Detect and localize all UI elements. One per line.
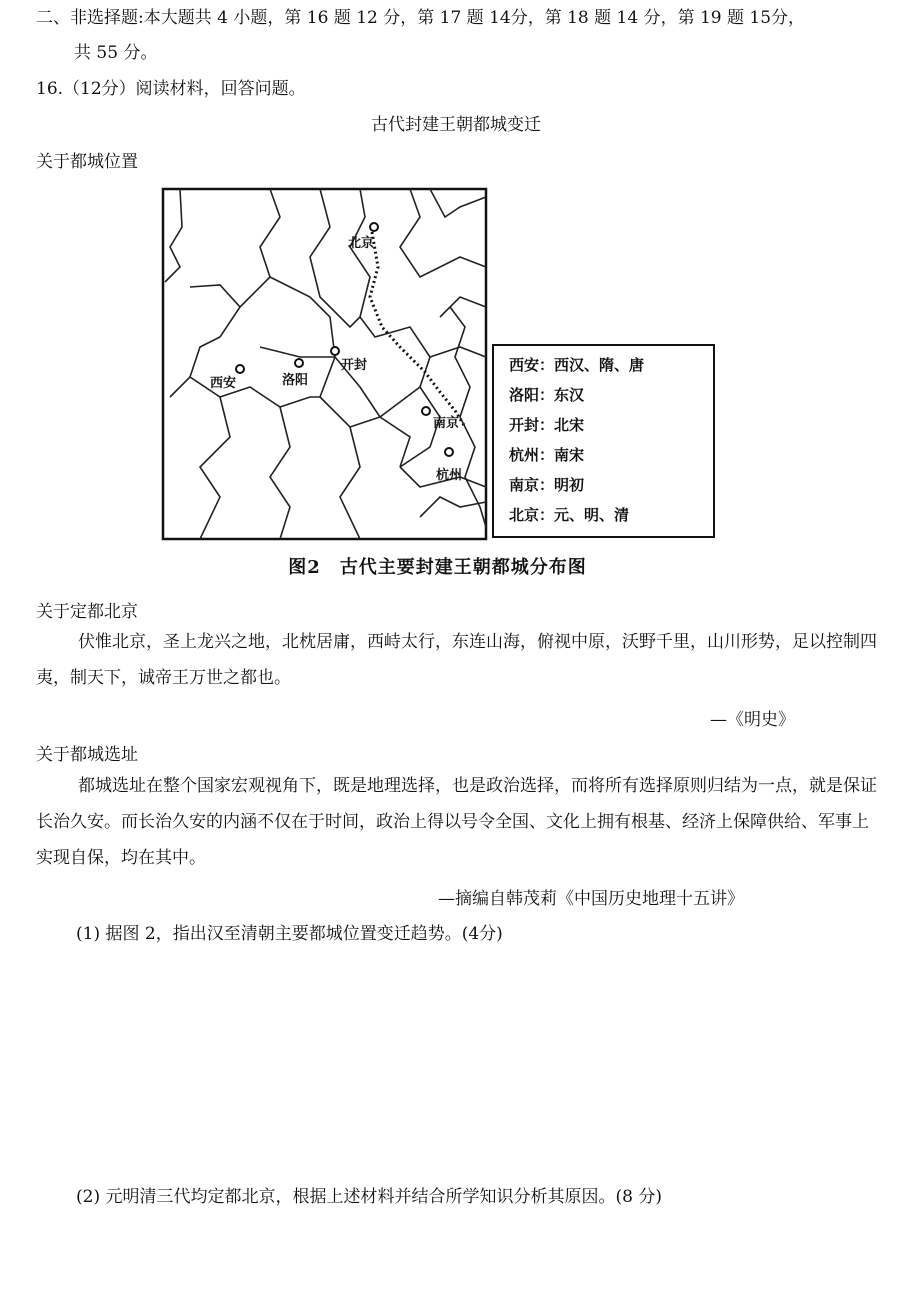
question-16-stem: 16.（12分）阅读材料，回答问题。 xyxy=(36,79,306,99)
legend-entry-hangzhou: 杭州：南宋 xyxy=(509,446,585,464)
section-header-total: 共 55 分。 xyxy=(74,43,158,63)
svg-text:北京: 北京 xyxy=(348,236,375,251)
section-title-site-selection: 关于都城选址 xyxy=(36,745,138,765)
source-citation-han: —摘编自韩茂莉《中国历史地理十五讲》 xyxy=(438,889,744,909)
svg-text:洛阳: 洛阳 xyxy=(282,373,309,388)
map-frame xyxy=(163,189,486,539)
material-paragraph-mingshi: 伏惟北京，圣上龙兴之地，北枕居庸，西峙太行，东连山海，俯视中原，沃野千里，山川形势，足以控制四夷，制天下，诚帝王万世之都也。 xyxy=(36,632,877,688)
question-2: (2) 元明清三代均定都北京，根据上述材料并结合所学知识分析其原因。(8 分) xyxy=(76,1187,662,1207)
capital-map-figure xyxy=(160,187,718,543)
svg-text:西安: 西安 xyxy=(210,376,237,391)
legend-entry-xian: 西安：西汉、隋、唐 xyxy=(509,356,645,374)
svg-text:开封: 开封 xyxy=(341,358,368,373)
section-title-beijing: 关于定都北京 xyxy=(36,602,138,622)
question-1: (1) 据图 2，指出汉至清朝主要都城位置变迁趋势。(4分) xyxy=(76,924,503,944)
material-paragraph-han: 都城选址在整个国家宏观视角下，既是地理选择，也是政治选择，而将所有选择原则归结为一点，就是保证长治久安。而长治久安的内涵不仅在于时间，政治上得以号令全国、文化上拥有根基、经济上保障供给、军事上实现自保，均在其中。 xyxy=(36,776,877,868)
material-title: 古代封建王朝都城变迁 xyxy=(371,115,541,135)
svg-text:杭州: 杭州 xyxy=(436,468,463,483)
legend-entry-beijing: 北京：元、明、清 xyxy=(509,506,630,524)
legend-entry-luoyang: 洛阳：东汉 xyxy=(509,386,585,404)
section-header-line: 二、非选择题:本大题共 4 小题，第 16 题 12 分，第 17 题 14分，第 18 题 14 分，第 19 题 15分， xyxy=(36,8,806,28)
section-title-location: 关于都城位置 xyxy=(36,152,138,172)
legend-entry-nanjing: 南京：明初 xyxy=(509,476,585,494)
source-citation-mingshi: —《明史》 xyxy=(710,710,795,730)
legend-entry-kaifeng: 开封：北宋 xyxy=(509,416,585,434)
svg-text:南京: 南京 xyxy=(433,416,460,431)
map-caption: 图2 古代主要封建王朝都城分布图 xyxy=(288,557,587,578)
